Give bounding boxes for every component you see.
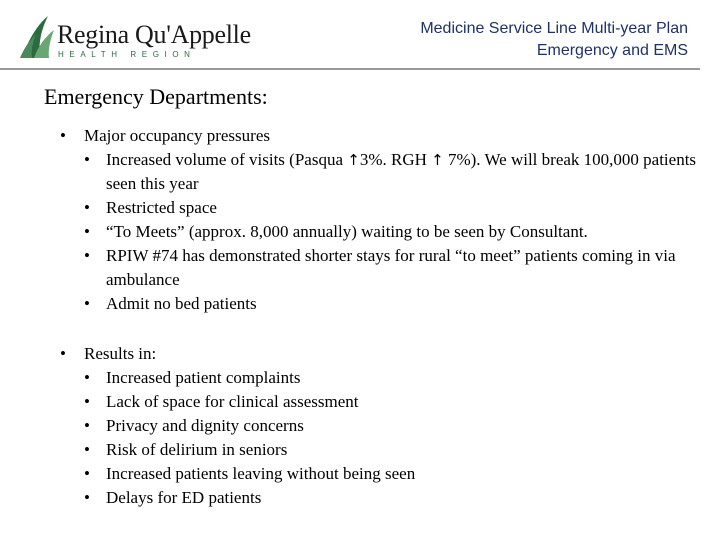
logo xyxy=(18,12,251,62)
occupancy-sublist xyxy=(84,148,700,316)
results-label: Results in: xyxy=(84,344,157,363)
logo-subtitle: HEALTH REGION xyxy=(58,50,196,59)
list-item xyxy=(60,124,700,316)
visits-text-2: 3%. RGH xyxy=(359,150,432,169)
list-item: • Privacy and dignity concerns xyxy=(84,414,700,438)
results-list xyxy=(60,342,700,510)
list-item: • RPIW #74 has demonstrated shorter stays for rural “to meet” patients coming in via ambulance xyxy=(84,244,700,292)
section-title: Emergency Departments: xyxy=(44,84,268,109)
list-item: • Lack of space for clinical assessment xyxy=(84,390,700,414)
list-item: • Restricted space xyxy=(84,196,700,220)
header-title-line1: Medicine Service Line Multi-year Plan xyxy=(420,20,688,37)
logo-name: Regina Qu'Appelle xyxy=(57,20,251,49)
list-item: • Increased patients leaving without being seen xyxy=(84,462,700,486)
header-title-line2: Emergency and EMS xyxy=(536,42,688,59)
header-title xyxy=(420,18,688,62)
list-item: • Increased patient complaints xyxy=(84,366,700,390)
list-item: • Delays for ED patients xyxy=(84,486,700,510)
header-divider xyxy=(0,68,700,70)
health-region-wave-logo-icon xyxy=(18,12,58,62)
list-item xyxy=(60,342,700,510)
list-item: • “To Meets” (approx. 8,000 annually) waiting to be seen by Consultant. xyxy=(84,220,700,244)
visits-text-1: Increased volume of visits (Pasqua xyxy=(106,150,348,169)
up-arrow-icon: ↑ xyxy=(347,151,360,169)
occupancy-label: Major occupancy pressures xyxy=(84,126,270,145)
results-sublist xyxy=(84,366,700,510)
visits-text-3: 7%). We will break 100,000 patients seen this year xyxy=(106,150,697,193)
up-arrow-icon: ↑ xyxy=(431,151,444,169)
occupancy-list xyxy=(60,124,700,316)
list-item xyxy=(84,148,700,196)
list-item: • Risk of delirium in seniors xyxy=(84,438,700,462)
list-item: • Admit no bed patients xyxy=(84,292,700,316)
